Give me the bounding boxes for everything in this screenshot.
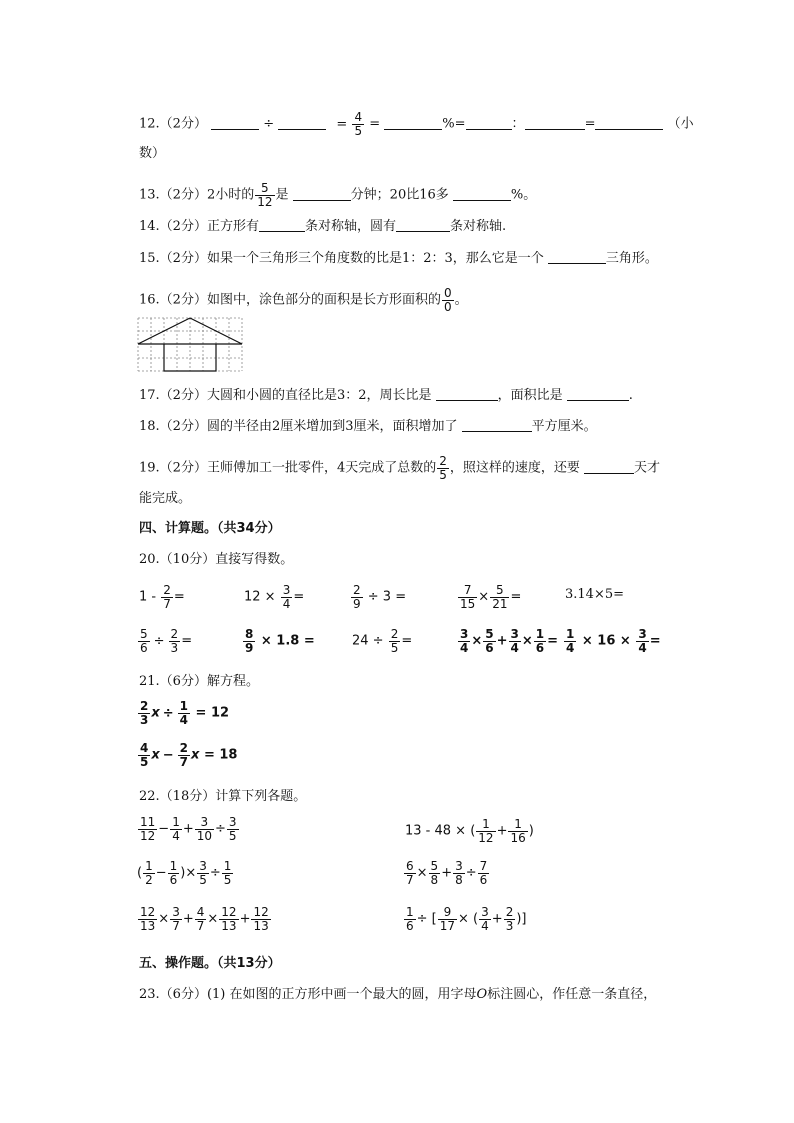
math-term: 5	[390, 640, 399, 655]
math-term: 12	[221, 905, 237, 919]
fraction	[478, 860, 490, 886]
math-term: 5	[140, 754, 149, 769]
math-term: 5	[496, 583, 504, 597]
question-12-cont	[139, 147, 165, 160]
calc-item	[137, 860, 234, 886]
math-term: 5	[140, 627, 148, 641]
math-term: =	[293, 589, 305, 605]
math-term: 9	[443, 905, 452, 919]
fraction	[476, 818, 495, 844]
question-12	[139, 111, 694, 137]
calc-item	[139, 584, 185, 610]
math-term: 4	[638, 640, 647, 655]
fraction	[479, 906, 491, 932]
math-term: ÷ 3 =	[367, 589, 407, 605]
answer-blank[interactable]	[436, 388, 498, 401]
calc-item	[242, 628, 315, 654]
fraction	[255, 182, 274, 208]
question-number: 23.（6分）	[139, 987, 207, 1002]
math-term: × (	[458, 911, 479, 927]
equals-sign: =	[584, 116, 596, 132]
question-21	[139, 675, 259, 688]
math-term: +	[182, 821, 194, 837]
math-term: 13 - 48 ×	[405, 823, 467, 839]
math-term: 12 ×	[244, 589, 276, 605]
text: 2小时的	[206, 187, 255, 203]
math-term: 3	[481, 905, 489, 919]
fraction	[197, 860, 209, 886]
math-term: 6	[140, 640, 148, 655]
answer-blank[interactable]	[384, 117, 442, 130]
question-19	[139, 455, 660, 481]
calc-item	[137, 628, 192, 654]
math-term: )	[180, 865, 186, 881]
question-number: 18.（2分）	[139, 419, 207, 434]
math-term: ×	[185, 865, 197, 881]
fraction	[534, 628, 546, 654]
answer-blank[interactable]	[278, 117, 326, 130]
math-term: 8	[430, 872, 439, 887]
math-term: 21	[492, 596, 508, 611]
answer-blank[interactable]	[259, 219, 305, 232]
fraction	[138, 628, 150, 654]
fraction	[490, 584, 509, 610]
math-term: 7	[172, 918, 180, 933]
calc-item	[403, 906, 526, 932]
math-term: (	[137, 865, 143, 881]
question-17	[139, 388, 633, 402]
math-term: 13	[253, 918, 269, 933]
calc-item	[563, 628, 661, 654]
math-term: 3	[455, 859, 463, 873]
text: 标注圆心，作任意一条直径，	[487, 987, 657, 1002]
math-term: 7	[479, 859, 488, 873]
fraction	[170, 906, 182, 932]
math-term: ÷	[162, 705, 174, 721]
math-term: 3.14×5=	[565, 587, 625, 602]
math-term: 6	[485, 640, 494, 655]
math-term: 2	[145, 872, 153, 887]
text: O	[476, 987, 488, 1002]
answer-blank[interactable]	[567, 388, 629, 401]
math-term: 2	[170, 627, 179, 641]
math-term: 12	[140, 828, 156, 843]
math-term: −	[162, 747, 174, 763]
answer-blank[interactable]	[211, 117, 259, 130]
question-number: 19.（2分）	[139, 460, 207, 476]
math-term: =	[547, 633, 559, 649]
text: 条对称轴.	[449, 219, 507, 234]
text: .	[628, 388, 633, 403]
fraction	[227, 816, 239, 842]
text: （小	[667, 116, 694, 132]
math-term: 4	[140, 741, 149, 755]
answer-blank[interactable]	[453, 188, 511, 201]
math-term: 1	[535, 627, 545, 641]
fraction	[195, 816, 214, 842]
math-term: ÷ [	[416, 911, 437, 927]
question-number: 14.（2分）	[139, 219, 207, 234]
math-term: 12	[478, 830, 494, 845]
math-term: 16	[510, 830, 526, 845]
fraction	[138, 700, 150, 726]
math-term: ÷	[209, 865, 221, 881]
math-term: = 18	[203, 747, 238, 763]
text: 计算下列各题。	[215, 789, 307, 804]
question-23	[139, 988, 656, 1001]
text: ，照这样的速度，还要	[449, 460, 580, 476]
math-term: 0	[443, 299, 452, 314]
math-term: 3	[510, 627, 519, 641]
math-term: 4	[354, 110, 363, 124]
math-term: 3	[200, 815, 209, 829]
fraction	[636, 628, 648, 654]
section-heading: 五、操作题。（共13分）	[139, 956, 281, 971]
math-term: 4	[460, 640, 469, 655]
calc-item	[457, 628, 558, 654]
text: 大圆和小圆的直径比是3：2，周长比是	[206, 388, 432, 403]
calc-item	[352, 628, 412, 654]
math-term: 13	[221, 918, 237, 933]
answer-blank[interactable]	[396, 219, 450, 232]
answer-blank[interactable]	[595, 117, 663, 130]
math-term: 13	[140, 918, 156, 933]
calc-item	[405, 818, 534, 844]
math-term: ×	[207, 911, 219, 927]
math-term: 1	[179, 699, 189, 713]
math-term: ×	[158, 911, 170, 927]
math-term: 7	[179, 754, 189, 769]
math-term: +	[441, 865, 453, 881]
percent-text: %=	[442, 116, 466, 132]
fraction	[138, 816, 157, 842]
fraction	[438, 906, 457, 932]
math-term: 2	[390, 627, 399, 641]
text: 是	[275, 187, 289, 203]
fraction	[429, 860, 441, 886]
math-term: 4	[172, 828, 180, 843]
fraction	[442, 287, 454, 313]
grid-figure	[137, 317, 243, 373]
text: 分钟；20比16多	[350, 187, 449, 203]
answer-blank[interactable]	[548, 251, 606, 264]
text: 如图中，涂色部分的面积是长方形面积的	[206, 292, 441, 308]
math-term: 2	[353, 583, 361, 597]
equals-sign: =	[369, 116, 381, 132]
question-number: 21.（6分）	[139, 674, 207, 689]
math-term: =	[173, 589, 185, 605]
math-term: 4	[566, 640, 575, 655]
fraction	[509, 628, 521, 654]
fraction	[458, 628, 470, 654]
math-term: +	[496, 633, 508, 649]
math-term: 9	[353, 596, 361, 611]
calc-item	[457, 584, 521, 610]
math-term: = 12	[195, 705, 230, 721]
math-term: 12	[253, 905, 269, 919]
math-term: 15	[460, 596, 476, 611]
math-term: 5	[430, 859, 439, 873]
fraction	[161, 584, 173, 610]
math-term: 5	[228, 828, 237, 843]
fraction	[251, 906, 270, 932]
answer-blank[interactable]	[462, 419, 532, 432]
math-term: ×	[478, 589, 490, 605]
fraction	[170, 816, 182, 842]
fraction	[352, 111, 364, 137]
math-term: 4	[196, 905, 205, 919]
math-term: 4	[481, 918, 489, 933]
calc-item	[403, 860, 490, 886]
colon-text: ：	[511, 116, 525, 132]
math-term: 3	[199, 859, 207, 873]
fraction	[508, 818, 527, 844]
math-term: )	[528, 823, 534, 839]
math-term: 8	[245, 627, 254, 641]
math-term: )]	[516, 911, 527, 927]
math-term: 1	[406, 905, 414, 919]
math-term: 17	[439, 918, 456, 933]
question-number: 20.（10分）	[139, 552, 216, 567]
text: 数）	[139, 146, 166, 161]
text: 正方形有	[206, 219, 259, 234]
fraction	[143, 860, 155, 886]
math-term: 1 -	[139, 589, 157, 605]
divide-sign: ÷	[263, 116, 275, 132]
question-15	[139, 251, 658, 265]
math-term: 5	[354, 123, 363, 138]
math-term: (	[470, 823, 476, 839]
math-term: 2	[439, 454, 447, 468]
math-term: 24 ÷	[352, 633, 384, 649]
text: 如果一个三角形三个角度数的比是1：2：3，那么它是一个	[206, 251, 544, 266]
text: 能完成。	[139, 491, 192, 506]
fraction	[437, 455, 449, 481]
text: ，面积比是	[497, 388, 563, 403]
text: 平方厘米。	[531, 419, 597, 434]
text: %。	[510, 187, 537, 203]
question-number: 12.（2分）	[139, 116, 207, 132]
math-term: ×	[521, 633, 533, 649]
math-term: =	[401, 633, 413, 649]
calc-item	[244, 584, 304, 610]
math-term: +	[491, 911, 503, 927]
question-number: 13.（2分）	[139, 187, 207, 203]
math-term: −	[155, 865, 167, 881]
question-22	[139, 790, 306, 803]
math-term: × 1.8 =	[260, 633, 315, 649]
question-number: 16.（2分）	[139, 292, 207, 308]
math-term: 3	[140, 712, 149, 727]
text: (1) 在如图的正方形中画一个最大的圆，用字母	[206, 987, 477, 1002]
equation	[137, 700, 229, 726]
math-term: 3	[460, 627, 469, 641]
math-term: 12	[140, 905, 156, 919]
answer-blank[interactable]	[525, 117, 585, 130]
fraction	[222, 860, 234, 886]
math-term: ×	[471, 633, 483, 649]
question-19-cont	[139, 492, 191, 505]
answer-blank[interactable]	[584, 461, 634, 474]
fraction	[404, 906, 416, 932]
math-term: 5	[223, 872, 232, 887]
fraction	[169, 628, 181, 654]
math-term: 7	[406, 872, 414, 887]
fraction	[178, 742, 190, 768]
math-term: 0	[443, 286, 452, 300]
text: 三角形。	[605, 251, 658, 266]
math-term: 3	[170, 640, 179, 655]
text: 解方程。	[206, 674, 259, 689]
math-term: 1	[169, 859, 178, 873]
fraction	[138, 742, 150, 768]
math-term: 8	[455, 872, 463, 887]
calc-item	[137, 906, 272, 932]
question-16	[139, 287, 468, 313]
fraction	[564, 628, 576, 654]
math-term: 5	[261, 181, 269, 195]
fraction	[404, 860, 416, 886]
math-term: 3	[228, 815, 237, 829]
fraction	[389, 628, 401, 654]
math-term: × 16 ×	[581, 633, 631, 649]
math-term: 1	[514, 817, 522, 831]
math-term: 4	[179, 712, 189, 727]
fraction	[453, 860, 465, 886]
math-term: 7	[196, 918, 205, 933]
section-heading: 四、计算题。（共34分）	[139, 521, 281, 536]
math-term: x	[151, 747, 160, 763]
fraction	[281, 584, 293, 610]
math-term: 10	[196, 828, 213, 843]
math-term: 12	[257, 194, 273, 209]
math-term: ÷	[153, 633, 165, 649]
math-term: 2	[140, 699, 149, 713]
math-term: =	[649, 633, 661, 649]
question-number: 22.（18分）	[139, 789, 216, 804]
question-18	[139, 419, 597, 433]
math-term: 5	[485, 627, 494, 641]
fraction	[504, 906, 516, 932]
question-14	[139, 219, 506, 233]
text: 条对称轴，圆有	[304, 219, 396, 234]
text: 王师傅加工一批零件，4天完成了总数的	[206, 460, 437, 476]
text: 天才	[634, 460, 661, 476]
math-term: 3	[505, 918, 514, 933]
fraction	[483, 628, 495, 654]
fraction	[243, 628, 255, 654]
math-term: 5	[439, 467, 447, 482]
math-term: 4	[510, 640, 519, 655]
math-term: 11	[140, 815, 156, 829]
math-term: +	[182, 911, 194, 927]
fraction	[178, 700, 190, 726]
math-term: 2	[179, 741, 189, 755]
question-number: 17.（2分）	[139, 388, 207, 403]
math-term: 1	[482, 817, 490, 831]
math-term: 7	[463, 583, 472, 597]
text: 圆的半径由2厘米增加到3厘米，面积增加了	[206, 419, 458, 434]
math-term: ×	[416, 865, 428, 881]
math-term: 6	[406, 918, 414, 933]
math-term: x	[151, 705, 160, 721]
fraction	[168, 860, 180, 886]
fraction	[138, 906, 157, 932]
math-term: =	[181, 633, 193, 649]
math-term: x	[191, 747, 200, 763]
math-term: 6	[479, 872, 488, 887]
math-term: −	[158, 821, 170, 837]
calc-item	[137, 816, 240, 842]
math-term: 1	[145, 859, 153, 873]
math-term: 3	[172, 905, 180, 919]
math-term: ÷	[215, 821, 226, 837]
calc-item	[350, 584, 406, 610]
math-term: 6	[406, 859, 414, 873]
question-20	[139, 553, 293, 566]
math-term: 4	[282, 596, 291, 611]
question-13	[139, 182, 536, 208]
math-term: 3	[638, 627, 647, 641]
fraction	[195, 906, 207, 932]
math-term: +	[239, 911, 251, 927]
equals-sign: =	[336, 116, 348, 132]
math-term: ÷	[465, 865, 477, 881]
text: 直接写得数。	[215, 552, 294, 567]
fraction	[351, 584, 363, 610]
text: 。	[454, 292, 468, 308]
calc-item	[565, 588, 624, 601]
math-term: 5	[199, 872, 207, 887]
math-term: 1	[566, 627, 575, 641]
answer-blank[interactable]	[466, 117, 512, 130]
math-term: 6	[169, 872, 178, 887]
equation	[137, 742, 237, 768]
answer-blank[interactable]	[293, 188, 351, 201]
fraction	[219, 906, 238, 932]
math-term: 7	[163, 596, 171, 611]
question-number: 15.（2分）	[139, 251, 207, 266]
math-term: 3	[282, 583, 291, 597]
math-term: 6	[535, 640, 545, 655]
fraction	[458, 584, 477, 610]
math-term: =	[510, 589, 522, 605]
math-term: 2	[505, 905, 514, 919]
math-term: 9	[245, 640, 254, 655]
math-term: 1	[223, 859, 232, 873]
math-term: 2	[163, 583, 171, 597]
math-term: +	[496, 823, 508, 839]
math-term: 1	[172, 815, 180, 829]
